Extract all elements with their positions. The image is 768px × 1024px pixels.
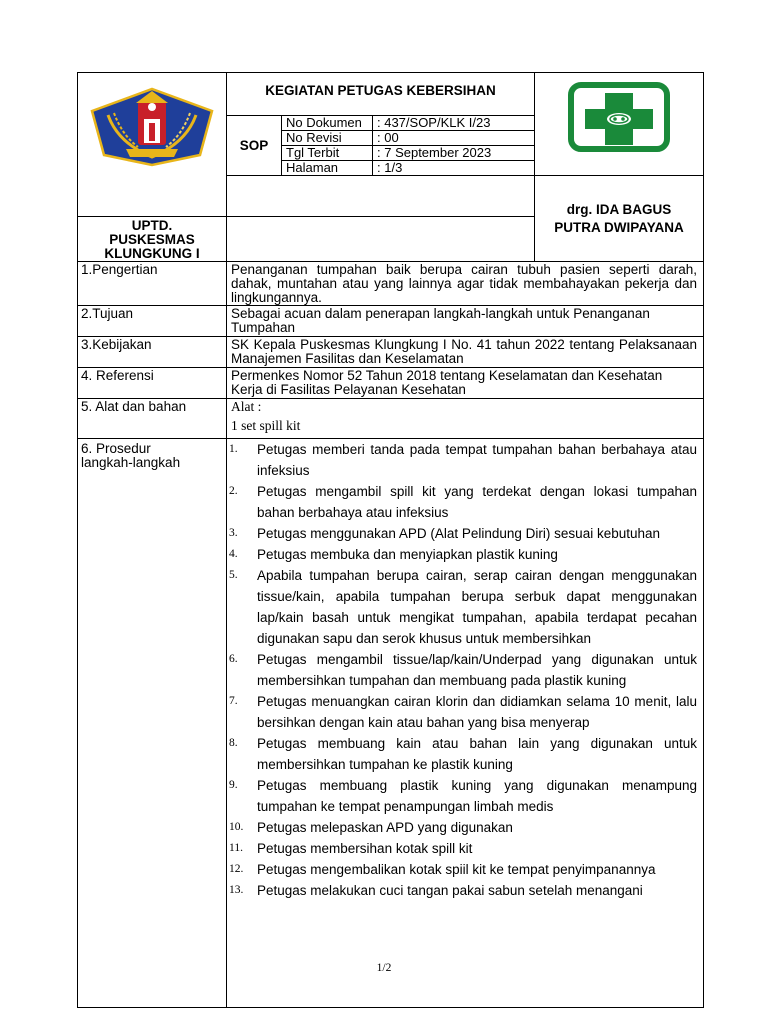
procedure-step — [229, 817, 697, 838]
row-value: Sebagai acuan dalam penerapan langkah-langkah untuk Penanganan Tumpahan — [227, 306, 704, 337]
meta-row-revision — [282, 131, 534, 146]
step-number: 13. — [229, 884, 244, 896]
procedure-step — [229, 691, 697, 733]
tools-heading: Alat : — [231, 399, 262, 414]
step-number: 10. — [229, 821, 244, 833]
organization-name — [78, 217, 227, 262]
step-text: Petugas menggunakan APD (Alat Pelindung Diri) sesuai kebutuhan — [257, 526, 661, 541]
row-label — [78, 439, 227, 1008]
row-label: 3.Kebijakan — [78, 337, 227, 368]
document-meta-cell — [282, 116, 535, 176]
district-emblem-cell — [78, 73, 227, 217]
meta-label: Tgl Terbit — [282, 146, 373, 161]
step-text: Petugas mengambil tissue/lap/kain/Underpad yang digunakan untuk membersihkan tumpahan dan membuang pada plastik kuning — [257, 652, 697, 688]
meta-label: No Dokumen — [282, 116, 373, 131]
health-logo-cell — [535, 73, 704, 176]
blank-cell — [227, 217, 535, 262]
row-label: 4. Referensi — [78, 368, 227, 399]
procedure-step — [229, 775, 697, 817]
meta-value: : 437/SOP/KLK I/23 — [373, 116, 535, 131]
step-text: Petugas membuang plastik kuning yang digunakan menampung tumpahan ke tempat penampungan limbah medis — [257, 778, 697, 814]
meta-label: Halaman — [282, 161, 373, 176]
step-number: 2. — [229, 485, 238, 497]
step-text: Petugas melakukan cuci tangan pakai sabun setelah menangani — [257, 883, 643, 898]
step-number: 3. — [229, 527, 238, 539]
procedure-step — [229, 481, 697, 523]
row-value — [227, 399, 704, 439]
step-text: Petugas memberi tanda pada tempat tumpahan bahan berbahaya atau infeksius — [257, 442, 697, 478]
sop-document — [77, 72, 703, 1008]
meta-value: : 00 — [373, 131, 535, 146]
row-value: SK Kepala Puskesmas Klungkung I No. 41 tahun 2022 tentang Pelaksanaan Manajemen Fasilitas dan Keselamatan — [227, 337, 704, 368]
row-tujuan — [78, 306, 704, 337]
step-number: 4. — [229, 548, 238, 560]
meta-label: No Revisi — [282, 131, 373, 146]
klungkung-emblem-logo — [78, 73, 226, 169]
meta-row-doc-number — [282, 116, 534, 131]
procedure-step — [229, 439, 697, 481]
step-text: Petugas melepaskan APD yang digunakan — [257, 820, 513, 835]
step-text: Petugas mengambil spill kit yang terdekat dengan lokasi tumpahan bahan berbahaya atau infeksius — [257, 484, 697, 520]
row-pengertian — [78, 262, 704, 306]
org-line: KLUNGKUNG I — [104, 246, 200, 261]
step-number: 1. — [229, 443, 238, 455]
signer-cell — [535, 176, 704, 262]
row-prosedur — [78, 439, 704, 1008]
procedure-step — [229, 649, 697, 691]
procedure-step — [229, 859, 697, 880]
procedure-label-line: 6. Prosedur — [81, 441, 151, 456]
row-alat-bahan — [78, 399, 704, 439]
sop-header-table — [77, 72, 704, 262]
procedure-step — [229, 544, 697, 565]
org-line: PUSKESMAS — [109, 232, 195, 247]
meta-value: : 7 September 2023 — [373, 146, 535, 161]
procedure-steps-list — [227, 439, 703, 901]
row-label: 5. Alat dan bahan — [78, 399, 227, 439]
row-value: Penanganan tumpahan baik berupa cairan tubuh pasien seperti darah, dahak, muntahan atau yang lainnya agar tidak membahayakan pekerja dan lingkungannya. — [227, 262, 704, 306]
page-number: 1/2 — [376, 962, 392, 974]
procedure-step — [229, 565, 697, 649]
document-title: KEGIATAN PETUGAS KEBERSIHAN — [227, 73, 535, 116]
procedure-step — [229, 880, 697, 901]
sop-content-table — [77, 261, 704, 1008]
signer-name-line2: PUTRA DWIPAYANA — [554, 219, 684, 235]
step-text: Apabila tumpahan berupa cairan, serap cairan dengan menggunakan tissue/kain, apabila tumpahan berupa serbuk dapat menggunakan lap/kain basah untuk mengikat tumpahan, apabila terdapat pecahan digunakan sapu dan serok khusus untuk membersihkan — [257, 568, 697, 646]
step-text: Petugas mengembalikan kotak spiil kit ke tempat penyimpanannya — [257, 862, 656, 877]
signer-name-line1: drg. IDA BAGUS — [566, 201, 672, 217]
step-text: Petugas membersihan kotak spill kit — [257, 841, 473, 856]
puskesmas-logo — [535, 73, 703, 165]
row-referensi — [78, 368, 704, 399]
procedure-step — [229, 733, 697, 775]
procedure-step — [229, 523, 697, 544]
step-number: 5. — [229, 569, 238, 581]
meta-row-issue-date — [282, 146, 534, 161]
row-value: Permenkes Nomor 52 Tahun 2018 tentang Keselamatan dan Kesehatan Kerja di Fasilitas Pelayanan Kesehatan — [227, 368, 704, 399]
procedure-steps-cell — [227, 439, 704, 1008]
procedure-step — [229, 838, 697, 859]
step-number: 8. — [229, 737, 238, 749]
tools-item: 1 set spill kit — [231, 418, 301, 433]
step-text: Petugas menuangkan cairan klorin dan didiamkan selama 10 menit, lalu bersihkan dengan kain atau bahan yang bisa menyerap — [257, 694, 697, 730]
step-text: Petugas membuka dan menyiapkan plastik kuning — [257, 547, 558, 562]
step-number: 11. — [229, 842, 243, 854]
meta-row-page — [282, 161, 534, 176]
document-meta-table — [282, 116, 534, 175]
procedure-label-line: langkah-langkah — [81, 455, 181, 470]
step-number: 7. — [229, 695, 238, 707]
org-line: UPTD. — [131, 218, 173, 233]
row-label: 1.Pengertian — [78, 262, 227, 306]
step-number: 9. — [229, 779, 238, 791]
row-label: 2.Tujuan — [78, 306, 227, 337]
signature-space — [227, 176, 535, 217]
step-number: 12. — [229, 863, 244, 875]
step-number: 6. — [229, 653, 238, 665]
step-text: Petugas membuang kain atau bahan lain yang digunakan untuk membersihkan tumpahan ke plastik kuning — [257, 736, 697, 772]
sop-label: SOP — [227, 116, 282, 176]
row-kebijakan — [78, 337, 704, 368]
meta-value: : 1/3 — [373, 161, 535, 176]
